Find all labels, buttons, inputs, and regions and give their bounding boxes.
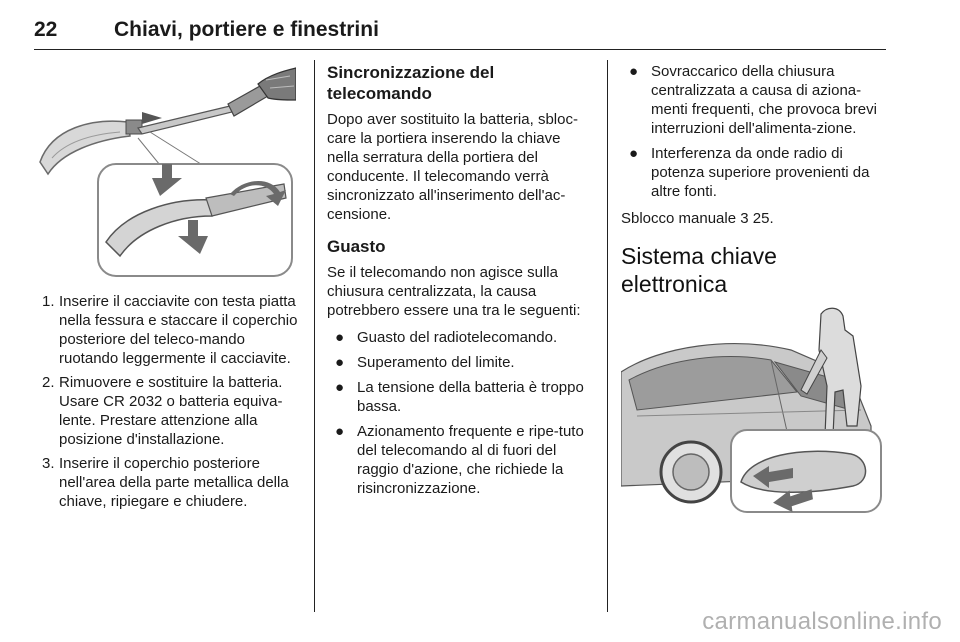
manual-unlock-reference: Sblocco manuale 3 25. [621, 210, 774, 227]
fault-causes-list [327, 328, 595, 498]
list-item: 1. Inserire il cacciavite con testa piatta nella fessura e staccare il coperchio posteriore del teleco-mando ruotando leggermente il cacciavite. [42, 293, 298, 367]
column-divider-right [607, 60, 608, 612]
chapter-title: Chiavi, portiere e finestrini [114, 18, 379, 41]
list-item: ● Guasto del radiotelecomando. [335, 329, 558, 346]
column-divider-left [314, 60, 315, 612]
list-item: ● Sovraccarico della chiusura centralizzata a causa di aziona-menti frequenti, che provoca brevi interruzioni dell'alimenta-zione. [629, 63, 877, 137]
list-item: ● Interferenza da onde radio di potenza superiore provenienti da altre fonti. [629, 145, 870, 200]
column-left [34, 62, 304, 516]
fault-intro: Se il telecomando non agisce sulla chiusura centralizzata, la causa potrebbero essere una tra le seguenti: [327, 264, 581, 319]
header-divider [34, 49, 886, 50]
list-item: 2. Rimuovere e sostituire la batteria. Usare CR 2032 o batteria equiva-lente. Prestare attenzione alla posizione d'installazione. [42, 374, 283, 448]
list-item: ● Superamento del limite. [335, 354, 515, 371]
section-heading: Sistema chiave elettronica [621, 243, 777, 297]
column-middle [327, 62, 595, 506]
list-item: 3. Inserire il coperchio posteriore nell'area della parte metallica della chiave, ripiegare e chiudere. [42, 455, 289, 510]
battery-replacement-steps [34, 292, 304, 511]
sync-heading: Sincronizzazione del telecomando [327, 63, 495, 103]
column-right [621, 62, 889, 518]
key-battery-illustration [34, 66, 296, 278]
list-item: ● Azionamento frequente e ripe-tuto del telecomando al di fuori del raggio d'azione, che richiede la risincronizzazione. [335, 423, 584, 497]
list-item: ● La tensione della batteria è troppo bassa. [335, 379, 584, 415]
sync-paragraph: Dopo aver sostituito la batteria, sbloc-care la portiera inserendo la chiave nella serratura della portiera del conducente. Il telecomando verrà sincronizzato all'inserimento dell'ac-censione. [327, 111, 578, 223]
electronic-key-car-illustration [621, 306, 883, 518]
watermark-text: carmanualsonline.info [702, 608, 942, 635]
page-number: 22 [34, 18, 58, 41]
fault-causes-list-continued [621, 62, 889, 201]
fault-heading: Guasto [327, 237, 386, 256]
page-reference-link[interactable]: 3 25. [740, 210, 774, 227]
page-header [34, 18, 886, 50]
